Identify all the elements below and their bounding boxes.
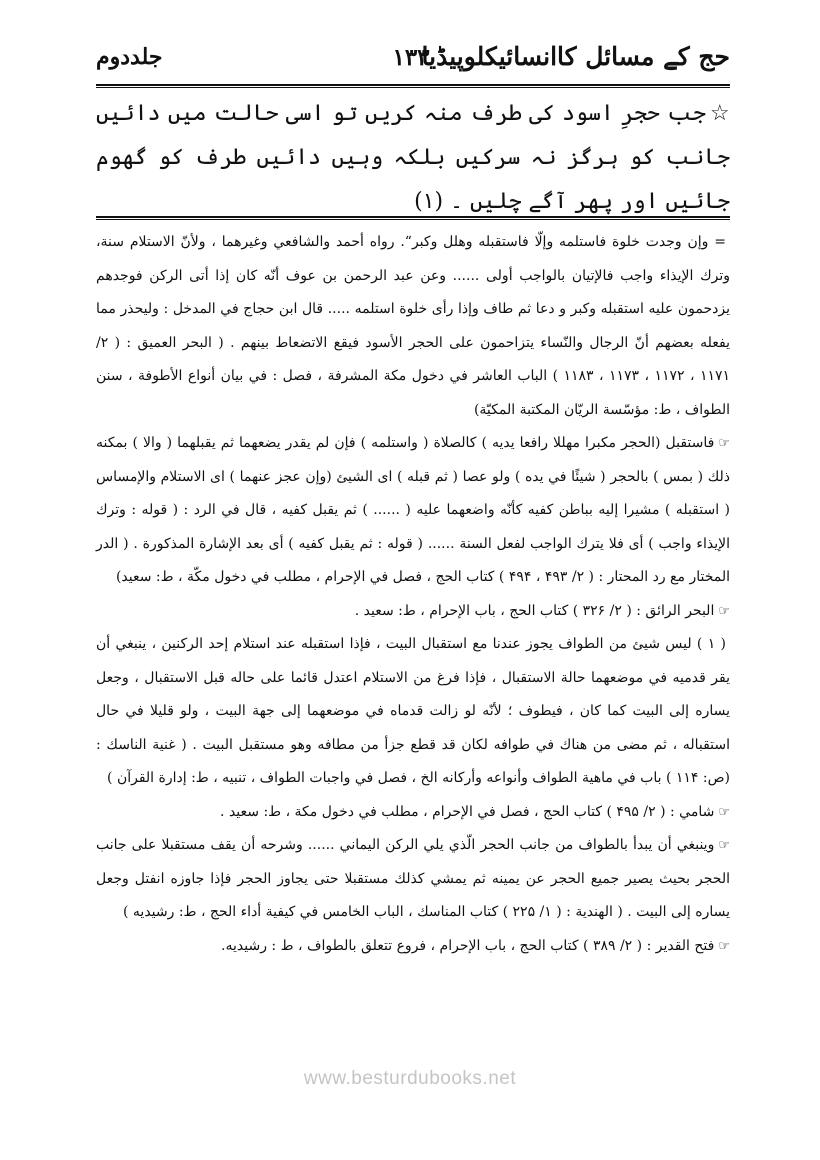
section-rule-thin [96,219,730,220]
footnote-text: = وإن وجدت خلوة فاستلمه وإلّا فاستقبله وهلل وكبر“. رواه أحمد والشافعي وغيرهما ، ولأنّ الاستلام سنة، وترك الإيذاء واجب فالإتيان بالواجب أولى ...... وعن عبد الرحمن بن عوف أنّه كان إذا أتى الركن فوجدهم يزدحمون عليه استقبله وكبر و دعا ثم طاف وإذا رأى خلوة استلمه ..... قال ابن حجاج في المدخل : وليحذر مما يفعله بعضهم أنّ الرجال والنّساء يتزاحمون على الحجر الأسود فيقع الاتضعاط بينهم . ( البحر العميق : ( ۲/ ۱۱۷۱ ، ۱۱۷۲ ، ۱۱۷۳ ، ۱۱۸۳ ) الباب العاشر في دخول مكة المشرفة ، فصل : في بيان أنواع الأطوفة ، سنن الطواف ، ط: مؤسّسة الريّان المكتبة المكيّة) [96,234,731,418]
pointing-hand-icon: ☞ [718,436,730,451]
pointing-hand-icon: ☞ [718,838,730,853]
footnote-paragraph [96,595,730,629]
footnote-text: وينبغي أن يبدأ بالطواف من جانب الحجر الّذي يلي الركن اليماني ...... وشرحه أن يقف مستقبلا على جانب الحجر بحيث يصير جميع الحجر عن يمينه ثم يمشي كذلك مستقبلا حتى يجاوز الحجر فإذا جاوزه انفتل وجعل يساره إلى البيت . ( الهندية : ( ۱/ ۲۲۵ ) كتاب المناسك ، الباب الخامس في كيفية أداء الحج ، ط: رشيديه ) [96,837,730,920]
footnote-paragraph [96,628,730,796]
footnotes [96,226,730,963]
page-header [96,40,730,80]
header-rule [96,84,730,86]
pointing-hand-icon: ☞ [718,938,730,954]
book-title: حج کے مسائل کاانسائیکلوپیڈیا [421,42,730,71]
footnote-paragraph [96,427,730,595]
pointing-hand-icon: ☞ [718,804,730,820]
footnote-text: فاستقبل (الحجر مكبرا مهللا رافعا يديه ) كالصلاة ( واستلمه ) فإن لم يقدر يضعهما ثم يقبلهما ( والا ) بمكنه ذلك ( بمس ) بالحجر ( شيئًا في يده ) ولو عصا ( ثم قبله ) اى الشيئ (وإن عجز عنهما ) اى الاستلام والإمساس ( استقبله ) مشيرا إليه بباطن كفيه كأنّه واضعهما عليه ( ...... ) ثم يقبل كفيه ، قال في الرد : ( قوله : وترك الإيذاء واجب ) أى فلا يترك الواجب لفعل السنة ...... ( قوله : ثم يقبل كفيه ) أى بعد الإشارة المذكورة . ( الدر المختار مع رد المحتار : ( ۲/ ۴۹۳ ، ۴۹۴ ) كتاب الحج ، فصل في الإحرام ، مطلب في دخول مكّة ، ط: سعيد) [96,435,730,585]
footnote-paragraph [96,930,730,964]
footnote-text: فتح القدير : ( ۲/ ۳۸۹ ) كتاب الحج ، باب الإحرام ، فروع تتعلق بالطواف ، ط : رشيديه. [221,937,715,954]
volume-label: جلددوم [96,44,163,70]
footnote-paragraph [96,796,730,830]
footnote-paragraph [96,226,730,427]
main-text-body: جب حجرِ اسود کی طرف منہ کریں تو اسی حالت میں دائیں جانب کو ہرگز نہ سرکیں بلکہ وہیں دائیں طرف کو گھوم جائیں اور پھر آگے چلیں ۔ (۱) [96,101,730,214]
main-urdu-text [96,92,730,224]
pointing-hand-icon: ☞ [718,603,730,619]
footnote-text: ( ۱ ) ليس شيئ من الطواف يجوز عندنا مع استقبال البيت ، فإذا استقبله عند استلام إحد الركنين ، ينبغي أن يقر قدميه في موضعهما حالة الاستقبال ، فإذا فرغ من الاستلام اعتدل قائما على حاله قبل الاستقبال ، وجعل يساره إلى البيت كما كان ، فيطوف ؛ لأنّه لو زالت قدماه في موضعهما إلى جهة البيت ، ولو قليلا في حال استقباله ، ثم مضى من هناك في طوافه لكان قد قطع جزأ من مطافه وهو مستقبل البيت . ( غنية الناسك : (ص: ۱۱۴ ) باب في ماهية الطواف وأنواعه وأركانه الخ ، فصل في واجبات الطواف ، تنبيه ، ط: إدارة القرآن ) [96,636,730,786]
page-number: ۱۳۳ [392,44,430,71]
footnote-text: شامي : ( ۲/ ۴۹۵ ) كتاب الحج ، فصل في الإحرام ، مطلب في دخول مكة ، ط: سعيد . [220,803,715,820]
footnote-text: البحر الرائق : ( ۲/ ۳۲۶ ) كتاب الحج ، باب الإحرام ، ط: سعيد . [354,602,715,619]
star-icon: ☆ [709,101,730,126]
header-rule-thin [96,87,730,88]
watermark-url: www.besturdubooks.net [303,1068,517,1089]
book-page [96,40,730,1120]
footnote-paragraph [96,829,730,930]
section-rule [96,216,730,218]
